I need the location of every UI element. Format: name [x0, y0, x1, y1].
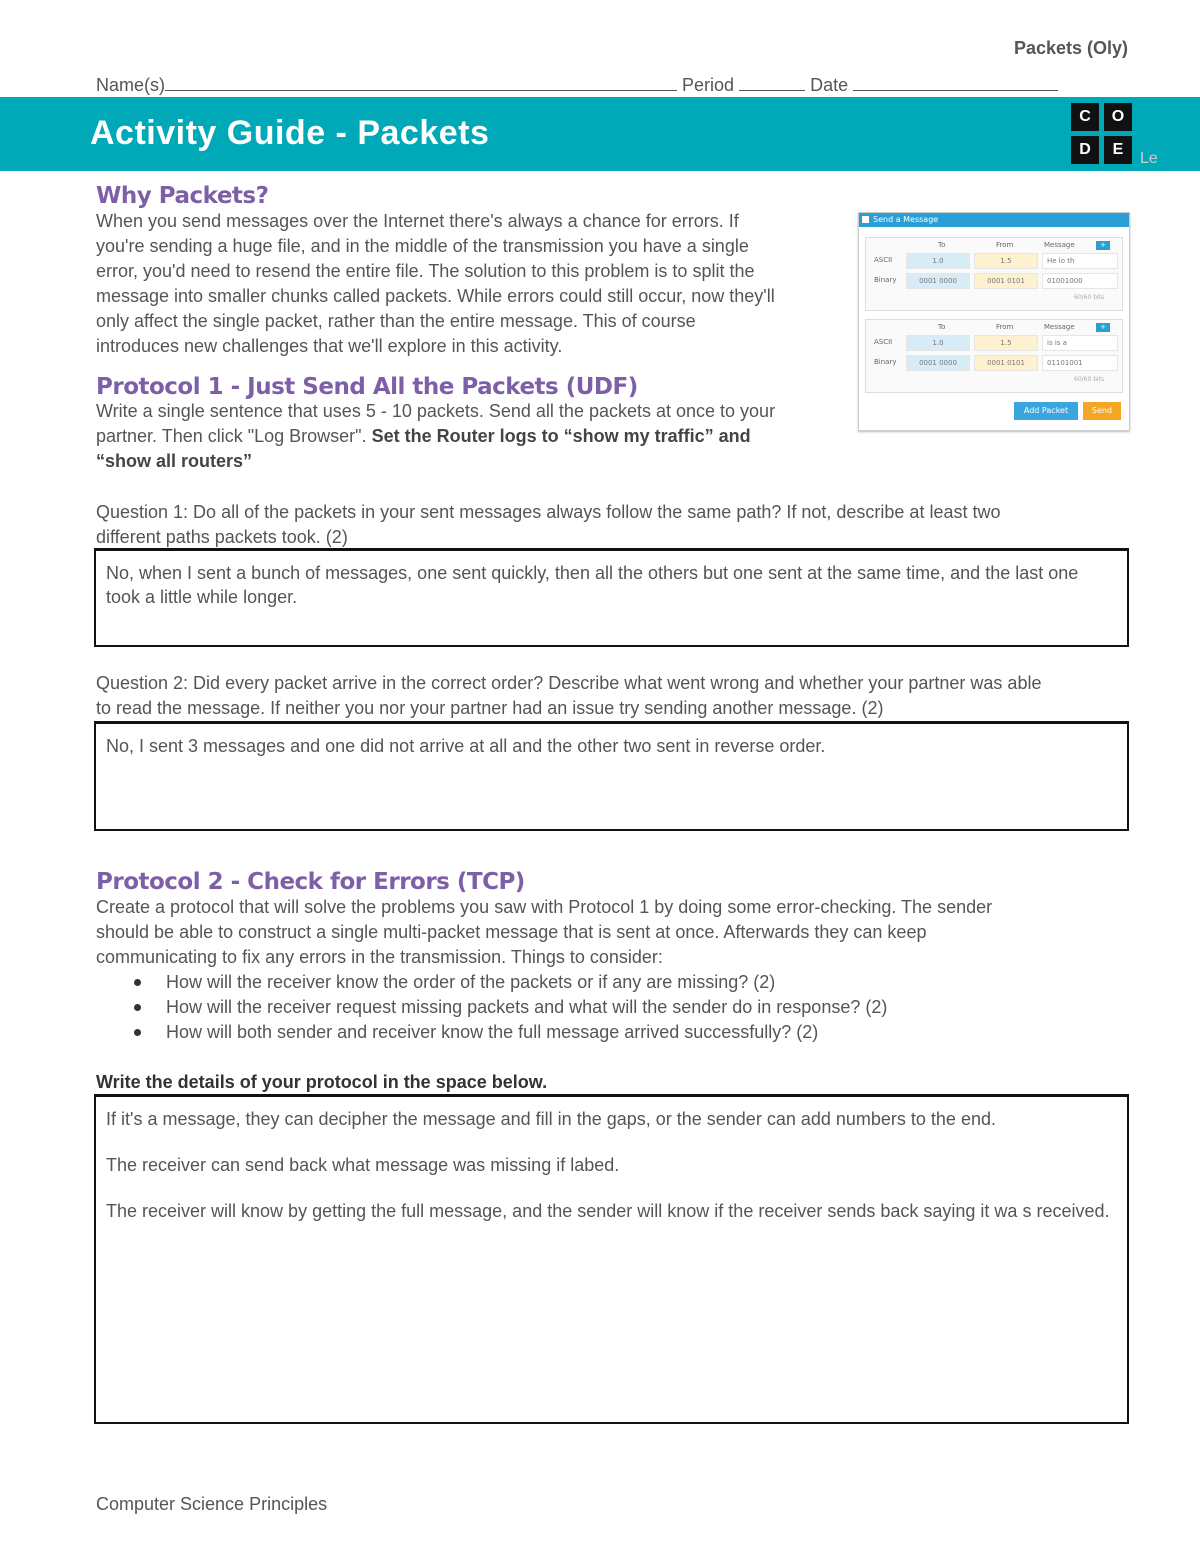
instruction-bold: Set the Router logs to “show my traffic” and	[371, 426, 751, 446]
protocol1-section	[96, 374, 638, 400]
logo-extra-text: Le	[1140, 150, 1158, 167]
logo-letter-c: C	[1071, 103, 1099, 131]
answer-1-text: No, when I sent a bunch of messages, one sent quickly, then all the others but one sent at the same time, and the last one took a little while longer.	[106, 563, 1079, 607]
instruction-line: Write a single sentence that uses 5 - 10 packets. Send all the packets at once to your	[96, 401, 776, 421]
send-message-screenshot	[858, 212, 1130, 431]
packet-to-binary: 0001 0000	[906, 355, 970, 371]
packet-from: 1.5	[974, 335, 1038, 351]
instruction-bold: “show all routers”	[96, 451, 253, 471]
answer-paragraph: The receiver will know by getting the full message, and the sender will know if the receiver sends back saying it wa s received.	[106, 1201, 1110, 1221]
answer-2-text: No, I sent 3 messages and one did not arrive at all and the other two sent in reverse order.	[106, 736, 826, 756]
answer-1-box[interactable]	[94, 548, 1129, 647]
name-period-date-line	[96, 74, 1058, 96]
row-binary: Binary	[874, 358, 897, 366]
list-item-text: How will both sender and receiver know the full message arrived successfully? (2)	[166, 1022, 819, 1042]
instruction-line: should be able to construct a single multi-packet message that is sent at once. Afterwards they can keep	[96, 922, 927, 942]
date-blank	[853, 74, 1058, 91]
protocol2-heading: Protocol 2 - Check for Errors (TCP)	[96, 869, 525, 895]
protocol2-instructions	[96, 895, 1136, 1045]
packet-message: He lo th	[1042, 253, 1118, 269]
protocol-answer-box[interactable]	[94, 1094, 1129, 1424]
col-from: From	[996, 323, 1014, 331]
logo-letter-e: E	[1104, 136, 1132, 164]
details-label: Write the details of your protocol in the space below.	[96, 1072, 548, 1092]
logo-letter-d: D	[1071, 136, 1099, 164]
date-label: Date	[810, 75, 849, 95]
add-packet-button: Add Packet	[1014, 402, 1078, 420]
why-packets-heading: Why Packets?	[96, 183, 269, 209]
why-line: error, you'd need to resend the entire file. The solution to this problem is to split the	[96, 261, 755, 281]
list-item-text: How will the receiver know the order of the packets or if any are missing? (2)	[166, 972, 776, 992]
protocol1-heading: Protocol 1 - Just Send All the Packets (UDF)	[96, 374, 638, 400]
instruction-line: Create a protocol that will solve the problems you saw with Protocol 1 by doing some error-checking. The sender	[96, 897, 993, 917]
screenshot-title: Send a Message	[873, 215, 939, 224]
row-binary: Binary	[874, 276, 897, 284]
packet-from: 1.5	[974, 253, 1038, 269]
why-packets-section	[96, 183, 268, 209]
why-line: When you send messages over the Internet there's always a chance for errors. If	[96, 211, 739, 231]
instruction-line	[96, 424, 856, 449]
packet-panel-2	[865, 319, 1123, 393]
packet-panel-1	[865, 237, 1123, 311]
code-logo	[1071, 103, 1135, 165]
checkbox-icon	[862, 216, 869, 223]
instruction-line: communicating to fix any errors in the transmission. Things to consider:	[96, 947, 663, 967]
answer-2-box[interactable]	[94, 721, 1129, 831]
why-line: you're sending a huge file, and in the middle of the transmission you have a single	[96, 236, 749, 256]
bit-count: 60/60 bits	[1074, 376, 1105, 383]
col-message: Message	[1044, 323, 1075, 331]
col-to: To	[938, 323, 946, 331]
document-tag: Packets (Oly)	[1013, 38, 1128, 58]
list-item-text: How will the receiver request missing packets and what will the sender do in response? (2)	[166, 997, 888, 1017]
question-2-line: Question 2: Did every packet arrive in the correct order? Describe what went wrong and whether your partner was able	[96, 673, 1042, 693]
period-blank	[739, 74, 805, 91]
question-2-line: to read the message. If neither you nor your partner had an issue try sending another message. (2)	[96, 698, 884, 718]
question-1-line: Question 1: Do all of the packets in your sent messages always follow the same path? If not, describe at least two	[96, 502, 1001, 522]
instruction-text: partner. Then click "Log Browser".	[96, 426, 372, 446]
footer-text: Computer Science Principles	[96, 1494, 328, 1514]
answer-paragraph: The receiver can send back what message was missing if labed.	[106, 1155, 620, 1175]
expand-icon: +	[1096, 323, 1110, 332]
list-item	[96, 1020, 1136, 1045]
bullet-icon	[134, 1029, 141, 1036]
list-item	[96, 995, 1136, 1020]
why-line: introduces new challenges that we'll explore in this activity.	[96, 336, 563, 356]
bit-count: 60/60 bits	[1074, 294, 1105, 301]
col-to: To	[938, 241, 946, 249]
packet-message-binary: 01001000	[1042, 273, 1118, 289]
packet-to-binary: 0001 0000	[906, 273, 970, 289]
bullet-icon	[134, 1004, 141, 1011]
considerations-list	[96, 970, 1136, 1045]
packet-from-binary: 0001 0101	[974, 355, 1038, 371]
question-1-line: different paths packets took. (2)	[96, 527, 348, 547]
why-line: message into smaller chunks called packets. While errors could still occur, now they'll	[96, 286, 775, 306]
expand-icon: +	[1096, 241, 1110, 250]
name-label: Name(s)	[96, 75, 166, 95]
why-line: only affect the single packet, rather than the entire message. This of course	[96, 311, 696, 331]
packet-to: 1.0	[906, 253, 970, 269]
bullet-icon	[134, 979, 141, 986]
col-from: From	[996, 241, 1014, 249]
period-label: Period	[682, 75, 735, 95]
packet-from-binary: 0001 0101	[974, 273, 1038, 289]
instruction-line	[96, 449, 856, 474]
list-item	[96, 970, 1136, 995]
why-packets-body	[96, 209, 856, 359]
question-2	[96, 671, 1136, 721]
question-1	[96, 500, 1136, 550]
packet-message: is is a	[1042, 335, 1118, 351]
screenshot-header	[859, 213, 1129, 227]
packet-to: 1.0	[906, 335, 970, 351]
answer-paragraph: If it's a message, they can decipher the message and fill in the gaps, or the sender can add numbers to the end.	[106, 1109, 996, 1129]
packet-message-binary: 01101001	[1042, 355, 1118, 371]
page-title: Activity Guide - Packets	[90, 114, 490, 152]
logo-letter-o: O	[1104, 103, 1132, 131]
row-ascii: ASCII	[874, 338, 893, 346]
protocol1-instructions	[96, 399, 856, 474]
col-message: Message	[1044, 241, 1075, 249]
protocol2-section	[96, 869, 525, 895]
row-ascii: ASCII	[874, 256, 893, 264]
name-blank	[165, 74, 677, 91]
send-button: Send	[1083, 402, 1121, 420]
